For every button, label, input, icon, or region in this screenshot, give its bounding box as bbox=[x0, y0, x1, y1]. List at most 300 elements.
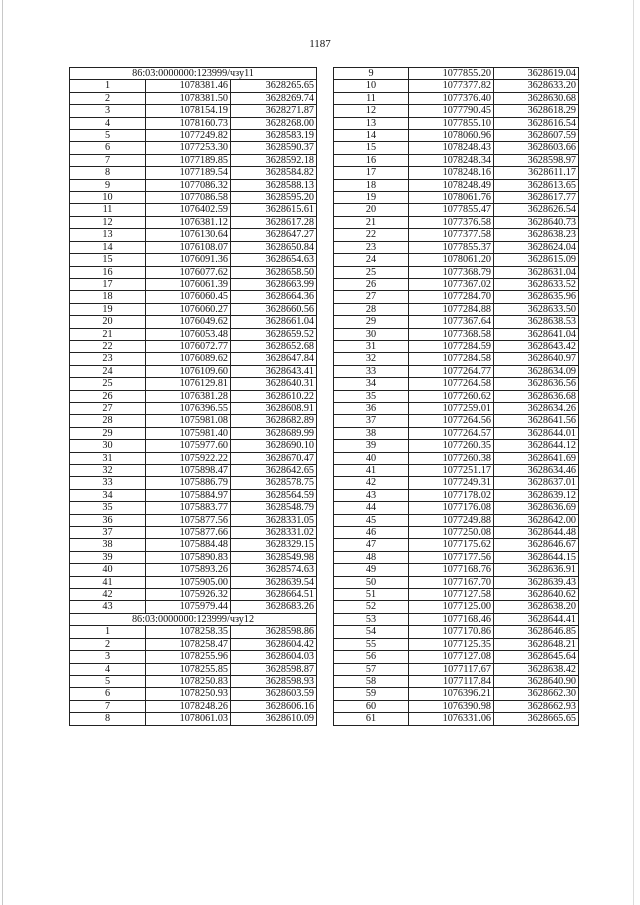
coordinate-y: 3628689.99 bbox=[231, 427, 317, 439]
coordinate-x: 1077086.32 bbox=[146, 179, 231, 191]
coordinate-x: 1078248.43 bbox=[409, 142, 494, 154]
coordinate-x: 1077855.20 bbox=[409, 68, 494, 80]
point-number: 30 bbox=[334, 328, 409, 340]
point-number: 9 bbox=[70, 179, 146, 191]
coordinate-y: 3628574.63 bbox=[231, 564, 317, 576]
coordinate-x: 1077284.59 bbox=[409, 340, 494, 352]
coordinate-y: 3628598.93 bbox=[231, 675, 317, 687]
table-row bbox=[70, 179, 317, 191]
coordinate-y: 3628662.93 bbox=[494, 700, 579, 712]
coordinate-y: 3628644.12 bbox=[494, 440, 579, 452]
coordinate-x: 1076091.36 bbox=[146, 254, 231, 266]
point-number: 25 bbox=[334, 266, 409, 278]
point-number: 4 bbox=[70, 117, 146, 129]
coordinate-x: 1075877.66 bbox=[146, 527, 231, 539]
point-number: 22 bbox=[334, 229, 409, 241]
table-row bbox=[70, 266, 317, 278]
point-number: 48 bbox=[334, 551, 409, 563]
coordinate-x: 1076396.55 bbox=[146, 402, 231, 414]
coordinate-x: 1077253.30 bbox=[146, 142, 231, 154]
table-row bbox=[334, 440, 579, 452]
coordinate-x: 1076060.45 bbox=[146, 291, 231, 303]
coordinate-y: 3628634.09 bbox=[494, 365, 579, 377]
coordinate-x: 1075884.97 bbox=[146, 489, 231, 501]
table-row bbox=[70, 440, 317, 452]
coordinate-x: 1075877.56 bbox=[146, 514, 231, 526]
coordinate-x: 1076109.60 bbox=[146, 365, 231, 377]
coordinate-y: 3628613.65 bbox=[494, 179, 579, 191]
coordinate-y: 3628663.99 bbox=[231, 278, 317, 290]
point-number: 60 bbox=[334, 700, 409, 712]
point-number: 58 bbox=[334, 675, 409, 687]
coordinate-x: 1077249.82 bbox=[146, 130, 231, 142]
coordinate-x: 1077175.62 bbox=[409, 539, 494, 551]
coordinate-y: 3628588.13 bbox=[231, 179, 317, 191]
coordinate-y: 3628598.87 bbox=[231, 663, 317, 675]
table-row bbox=[334, 502, 579, 514]
coordinate-y: 3628647.27 bbox=[231, 229, 317, 241]
coordinate-x: 1077250.08 bbox=[409, 527, 494, 539]
point-number: 21 bbox=[334, 216, 409, 228]
table-row bbox=[334, 613, 579, 625]
coordinate-x: 1077259.01 bbox=[409, 402, 494, 414]
point-number: 14 bbox=[70, 241, 146, 253]
table-row bbox=[70, 589, 317, 601]
table-row bbox=[70, 502, 317, 514]
point-number: 37 bbox=[334, 415, 409, 427]
coordinate-y: 3628645.64 bbox=[494, 651, 579, 663]
point-number: 53 bbox=[334, 613, 409, 625]
table-row bbox=[334, 266, 579, 278]
table-row bbox=[334, 68, 579, 80]
table-row bbox=[70, 465, 317, 477]
coordinate-x: 1077367.02 bbox=[409, 278, 494, 290]
coordinate-y: 3628616.54 bbox=[494, 117, 579, 129]
point-number: 29 bbox=[334, 316, 409, 328]
coordinate-x: 1075981.08 bbox=[146, 415, 231, 427]
coordinate-y: 3628638.42 bbox=[494, 663, 579, 675]
coordinate-x: 1078061.03 bbox=[146, 713, 231, 725]
coordinate-y: 3628682.89 bbox=[231, 415, 317, 427]
point-number: 16 bbox=[334, 154, 409, 166]
coordinate-x: 1077168.46 bbox=[409, 613, 494, 625]
point-number: 2 bbox=[70, 638, 146, 650]
point-number: 32 bbox=[70, 465, 146, 477]
coordinate-x: 1076331.06 bbox=[409, 713, 494, 725]
point-number: 50 bbox=[334, 576, 409, 588]
coordinate-x: 1077264.56 bbox=[409, 415, 494, 427]
point-number: 38 bbox=[334, 427, 409, 439]
coordinate-y: 3628331.05 bbox=[231, 514, 317, 526]
coordinate-x: 1078250.93 bbox=[146, 688, 231, 700]
coordinate-x: 1077125.00 bbox=[409, 601, 494, 613]
coordinate-y: 3628636.69 bbox=[494, 502, 579, 514]
point-number: 22 bbox=[70, 340, 146, 352]
point-number: 8 bbox=[70, 167, 146, 179]
table-row bbox=[70, 477, 317, 489]
point-number: 28 bbox=[70, 415, 146, 427]
point-number: 26 bbox=[70, 390, 146, 402]
table-row bbox=[70, 117, 317, 129]
point-number: 20 bbox=[334, 204, 409, 216]
point-number: 18 bbox=[70, 291, 146, 303]
coordinate-y: 3628626.54 bbox=[494, 204, 579, 216]
coordinate-x: 1077855.10 bbox=[409, 117, 494, 129]
coordinate-y: 3628631.04 bbox=[494, 266, 579, 278]
table-row bbox=[334, 713, 579, 725]
point-number: 34 bbox=[334, 378, 409, 390]
table-row bbox=[334, 539, 579, 551]
table-row bbox=[70, 303, 317, 315]
coordinate-x: 1077170.86 bbox=[409, 626, 494, 638]
table-row bbox=[334, 700, 579, 712]
coordinate-y: 3628608.91 bbox=[231, 402, 317, 414]
coordinate-x: 1077284.88 bbox=[409, 303, 494, 315]
table-row bbox=[334, 229, 579, 241]
table-row bbox=[70, 167, 317, 179]
coordinate-x: 1077855.47 bbox=[409, 204, 494, 216]
coordinate-x: 1075893.26 bbox=[146, 564, 231, 576]
coordinate-x: 1076402.59 bbox=[146, 204, 231, 216]
table-row bbox=[70, 527, 317, 539]
table-row bbox=[70, 576, 317, 588]
coordinate-y: 3628615.09 bbox=[494, 254, 579, 266]
point-number: 8 bbox=[70, 713, 146, 725]
coordinate-x: 1077178.02 bbox=[409, 489, 494, 501]
coordinate-x: 1077117.84 bbox=[409, 675, 494, 687]
point-number: 4 bbox=[70, 663, 146, 675]
table-row bbox=[334, 638, 579, 650]
coordinate-y: 3628640.31 bbox=[231, 378, 317, 390]
coordinate-y: 3628265.65 bbox=[231, 80, 317, 92]
point-number: 7 bbox=[70, 700, 146, 712]
point-number: 52 bbox=[334, 601, 409, 613]
coordinate-y: 3628639.43 bbox=[494, 576, 579, 588]
coordinate-y: 3628648.21 bbox=[494, 638, 579, 650]
coordinate-y: 3628644.01 bbox=[494, 427, 579, 439]
coordinate-y: 3628633.50 bbox=[494, 303, 579, 315]
table-row bbox=[334, 216, 579, 228]
table-row bbox=[334, 130, 579, 142]
coordinate-x: 1076390.98 bbox=[409, 700, 494, 712]
coordinate-y: 3628647.84 bbox=[231, 353, 317, 365]
point-number: 51 bbox=[334, 589, 409, 601]
table-row bbox=[70, 353, 317, 365]
coordinate-y: 3628642.00 bbox=[494, 514, 579, 526]
table-row bbox=[334, 527, 579, 539]
coordinate-y: 3628638.20 bbox=[494, 601, 579, 613]
point-number: 40 bbox=[70, 564, 146, 576]
point-number: 27 bbox=[70, 402, 146, 414]
table-row bbox=[70, 638, 317, 650]
coordinate-x: 1076049.62 bbox=[146, 316, 231, 328]
coordinate-x: 1078381.50 bbox=[146, 92, 231, 104]
coordinate-y: 3628603.59 bbox=[231, 688, 317, 700]
table-row bbox=[70, 316, 317, 328]
coordinate-x: 1077117.67 bbox=[409, 663, 494, 675]
page-number: 1187 bbox=[309, 38, 331, 50]
coordinate-y: 3628636.56 bbox=[494, 378, 579, 390]
coordinate-x: 1076129.81 bbox=[146, 378, 231, 390]
coordinate-x: 1076381.28 bbox=[146, 390, 231, 402]
point-number: 31 bbox=[70, 452, 146, 464]
coordinate-x: 1075905.00 bbox=[146, 576, 231, 588]
coordinate-x: 1076053.48 bbox=[146, 328, 231, 340]
point-number: 1 bbox=[70, 80, 146, 92]
table-row bbox=[70, 551, 317, 563]
table-row bbox=[334, 663, 579, 675]
coordinate-x: 1077189.54 bbox=[146, 167, 231, 179]
coordinate-x: 1077377.82 bbox=[409, 80, 494, 92]
table-row bbox=[334, 514, 579, 526]
point-number: 10 bbox=[334, 80, 409, 92]
point-number: 19 bbox=[334, 192, 409, 204]
point-number: 13 bbox=[70, 229, 146, 241]
parcel-id: 86:03:0000000:123999/чзу12 bbox=[70, 613, 317, 625]
coordinate-x: 1077127.58 bbox=[409, 589, 494, 601]
coordinate-y: 3628652.68 bbox=[231, 340, 317, 352]
point-number: 30 bbox=[70, 440, 146, 452]
table-row bbox=[334, 477, 579, 489]
point-number: 61 bbox=[334, 713, 409, 725]
point-number: 36 bbox=[334, 402, 409, 414]
coordinate-y: 3628690.10 bbox=[231, 440, 317, 452]
point-number: 57 bbox=[334, 663, 409, 675]
table-row bbox=[70, 489, 317, 501]
table-row bbox=[70, 427, 317, 439]
coordinate-y: 3628654.63 bbox=[231, 254, 317, 266]
coordinate-y: 3628607.59 bbox=[494, 130, 579, 142]
point-number: 6 bbox=[70, 142, 146, 154]
coordinate-x: 1077368.79 bbox=[409, 266, 494, 278]
table-row bbox=[334, 340, 579, 352]
coordinate-y: 3628662.30 bbox=[494, 688, 579, 700]
point-number: 13 bbox=[334, 117, 409, 129]
table-row bbox=[70, 415, 317, 427]
coordinate-x: 1077167.70 bbox=[409, 576, 494, 588]
point-number: 29 bbox=[70, 427, 146, 439]
table-row bbox=[70, 601, 317, 613]
table-row bbox=[70, 328, 317, 340]
table-row bbox=[70, 204, 317, 216]
coordinate-x: 1078160.73 bbox=[146, 117, 231, 129]
coordinate-x: 1077284.70 bbox=[409, 291, 494, 303]
table-row bbox=[334, 651, 579, 663]
coordinate-x: 1078258.47 bbox=[146, 638, 231, 650]
point-number: 1 bbox=[70, 626, 146, 638]
point-number: 19 bbox=[70, 303, 146, 315]
coordinate-y: 3628617.77 bbox=[494, 192, 579, 204]
coordinate-y: 3628271.87 bbox=[231, 105, 317, 117]
table-row bbox=[334, 427, 579, 439]
coordinate-y: 3628549.98 bbox=[231, 551, 317, 563]
coordinate-y: 3628638.23 bbox=[494, 229, 579, 241]
coordinate-x: 1077125.35 bbox=[409, 638, 494, 650]
table-row bbox=[334, 204, 579, 216]
table-row bbox=[334, 390, 579, 402]
coordinate-x: 1077264.58 bbox=[409, 378, 494, 390]
table-row bbox=[334, 142, 579, 154]
table-row bbox=[70, 651, 317, 663]
coordinate-x: 1075884.48 bbox=[146, 539, 231, 551]
scan-edge-left bbox=[2, 0, 3, 905]
coordinate-x: 1077855.37 bbox=[409, 241, 494, 253]
coordinate-x: 1076381.12 bbox=[146, 216, 231, 228]
table-row bbox=[334, 179, 579, 191]
coordinate-x: 1077251.17 bbox=[409, 465, 494, 477]
table-row bbox=[70, 378, 317, 390]
coordinate-y: 3628635.96 bbox=[494, 291, 579, 303]
point-number: 39 bbox=[334, 440, 409, 452]
coordinate-x: 1076077.62 bbox=[146, 266, 231, 278]
coordinate-x: 1076108.07 bbox=[146, 241, 231, 253]
coordinate-y: 3628329.15 bbox=[231, 539, 317, 551]
point-number: 31 bbox=[334, 340, 409, 352]
coordinate-y: 3628642.65 bbox=[231, 465, 317, 477]
coordinate-y: 3628624.04 bbox=[494, 241, 579, 253]
coordinate-x: 1076130.64 bbox=[146, 229, 231, 241]
coordinate-y: 3628564.59 bbox=[231, 489, 317, 501]
table-row bbox=[334, 278, 579, 290]
coordinate-x: 1077284.58 bbox=[409, 353, 494, 365]
table-row bbox=[70, 390, 317, 402]
coordinate-y: 3628634.46 bbox=[494, 465, 579, 477]
table-row bbox=[334, 167, 579, 179]
table-row bbox=[334, 589, 579, 601]
coordinate-x: 1077790.45 bbox=[409, 105, 494, 117]
point-number: 33 bbox=[334, 365, 409, 377]
table-row bbox=[334, 80, 579, 92]
table-row bbox=[70, 216, 317, 228]
point-number: 11 bbox=[70, 204, 146, 216]
table-row bbox=[334, 291, 579, 303]
coordinate-x: 1075890.83 bbox=[146, 551, 231, 563]
table-row bbox=[334, 564, 579, 576]
coordinate-x: 1075979.44 bbox=[146, 601, 231, 613]
coordinate-x: 1077264.77 bbox=[409, 365, 494, 377]
point-number: 2 bbox=[70, 92, 146, 104]
coordinate-x: 1077249.88 bbox=[409, 514, 494, 526]
point-number: 49 bbox=[334, 564, 409, 576]
point-number: 23 bbox=[334, 241, 409, 253]
point-number: 18 bbox=[334, 179, 409, 191]
point-number: 32 bbox=[334, 353, 409, 365]
point-number: 35 bbox=[334, 390, 409, 402]
table-row bbox=[70, 539, 317, 551]
table-row bbox=[334, 117, 579, 129]
coordinate-x: 1075922.22 bbox=[146, 452, 231, 464]
coordinate-x: 1075981.40 bbox=[146, 427, 231, 439]
table-row bbox=[70, 92, 317, 104]
table-row bbox=[70, 130, 317, 142]
coordinate-y: 3628644.15 bbox=[494, 551, 579, 563]
coordinate-y: 3628639.12 bbox=[494, 489, 579, 501]
coordinate-x: 1078060.96 bbox=[409, 130, 494, 142]
coordinate-x: 1077249.31 bbox=[409, 477, 494, 489]
coordinate-x: 1077176.08 bbox=[409, 502, 494, 514]
coordinate-y: 3628664.51 bbox=[231, 589, 317, 601]
coordinate-x: 1077127.08 bbox=[409, 651, 494, 663]
point-number: 12 bbox=[334, 105, 409, 117]
point-number: 20 bbox=[70, 316, 146, 328]
table-row bbox=[70, 105, 317, 117]
coordinate-y: 3628331.02 bbox=[231, 527, 317, 539]
point-number: 15 bbox=[334, 142, 409, 154]
coordinate-y: 3628633.52 bbox=[494, 278, 579, 290]
point-number: 23 bbox=[70, 353, 146, 365]
point-number: 21 bbox=[70, 328, 146, 340]
point-number: 25 bbox=[70, 378, 146, 390]
coordinate-y: 3628603.66 bbox=[494, 142, 579, 154]
coordinate-x: 1077377.58 bbox=[409, 229, 494, 241]
coordinate-x: 1077376.58 bbox=[409, 216, 494, 228]
coordinate-y: 3628592.18 bbox=[231, 154, 317, 166]
coordinate-y: 3628611.17 bbox=[494, 167, 579, 179]
table-row bbox=[334, 452, 579, 464]
coordinate-x: 1077189.85 bbox=[146, 154, 231, 166]
coordinate-y: 3628646.67 bbox=[494, 539, 579, 551]
table-row bbox=[334, 192, 579, 204]
coordinate-x: 1077086.58 bbox=[146, 192, 231, 204]
point-number: 26 bbox=[334, 278, 409, 290]
point-number: 43 bbox=[334, 489, 409, 501]
coordinate-y: 3628637.01 bbox=[494, 477, 579, 489]
coordinate-y: 3628646.85 bbox=[494, 626, 579, 638]
point-number: 38 bbox=[70, 539, 146, 551]
point-number: 7 bbox=[70, 154, 146, 166]
table-row bbox=[334, 154, 579, 166]
table-row bbox=[70, 291, 317, 303]
coordinate-x: 1075883.77 bbox=[146, 502, 231, 514]
table-row bbox=[70, 192, 317, 204]
point-number: 39 bbox=[70, 551, 146, 563]
coordinate-y: 3628619.04 bbox=[494, 68, 579, 80]
coordinates-table-right bbox=[333, 67, 579, 726]
coordinate-x: 1078248.26 bbox=[146, 700, 231, 712]
point-number: 54 bbox=[334, 626, 409, 638]
coordinate-x: 1076061.39 bbox=[146, 278, 231, 290]
point-number: 28 bbox=[334, 303, 409, 315]
coordinate-y: 3628604.03 bbox=[231, 651, 317, 663]
coordinate-x: 1077367.64 bbox=[409, 316, 494, 328]
coordinate-y: 3628598.86 bbox=[231, 626, 317, 638]
coordinate-y: 3628661.04 bbox=[231, 316, 317, 328]
point-number: 9 bbox=[334, 68, 409, 80]
coordinate-y: 3628650.84 bbox=[231, 241, 317, 253]
point-number: 15 bbox=[70, 254, 146, 266]
coordinate-y: 3628584.82 bbox=[231, 167, 317, 179]
point-number: 46 bbox=[334, 527, 409, 539]
coordinate-y: 3628641.56 bbox=[494, 415, 579, 427]
table-row bbox=[70, 154, 317, 166]
coordinate-x: 1077260.35 bbox=[409, 440, 494, 452]
coordinate-y: 3628643.41 bbox=[231, 365, 317, 377]
section-header-row bbox=[70, 68, 317, 80]
coordinate-x: 1077264.57 bbox=[409, 427, 494, 439]
point-number: 5 bbox=[70, 130, 146, 142]
coordinate-x: 1078258.35 bbox=[146, 626, 231, 638]
table-row bbox=[334, 378, 579, 390]
coordinate-y: 3628644.41 bbox=[494, 613, 579, 625]
table-row bbox=[334, 415, 579, 427]
table-row bbox=[70, 564, 317, 576]
coordinate-x: 1076396.21 bbox=[409, 688, 494, 700]
coordinates-table-left bbox=[69, 67, 317, 726]
parcel-id: 86:03:0000000:123999/чзу11 bbox=[70, 68, 317, 80]
coordinate-y: 3628660.56 bbox=[231, 303, 317, 315]
point-number: 45 bbox=[334, 514, 409, 526]
coordinate-x: 1078248.34 bbox=[409, 154, 494, 166]
